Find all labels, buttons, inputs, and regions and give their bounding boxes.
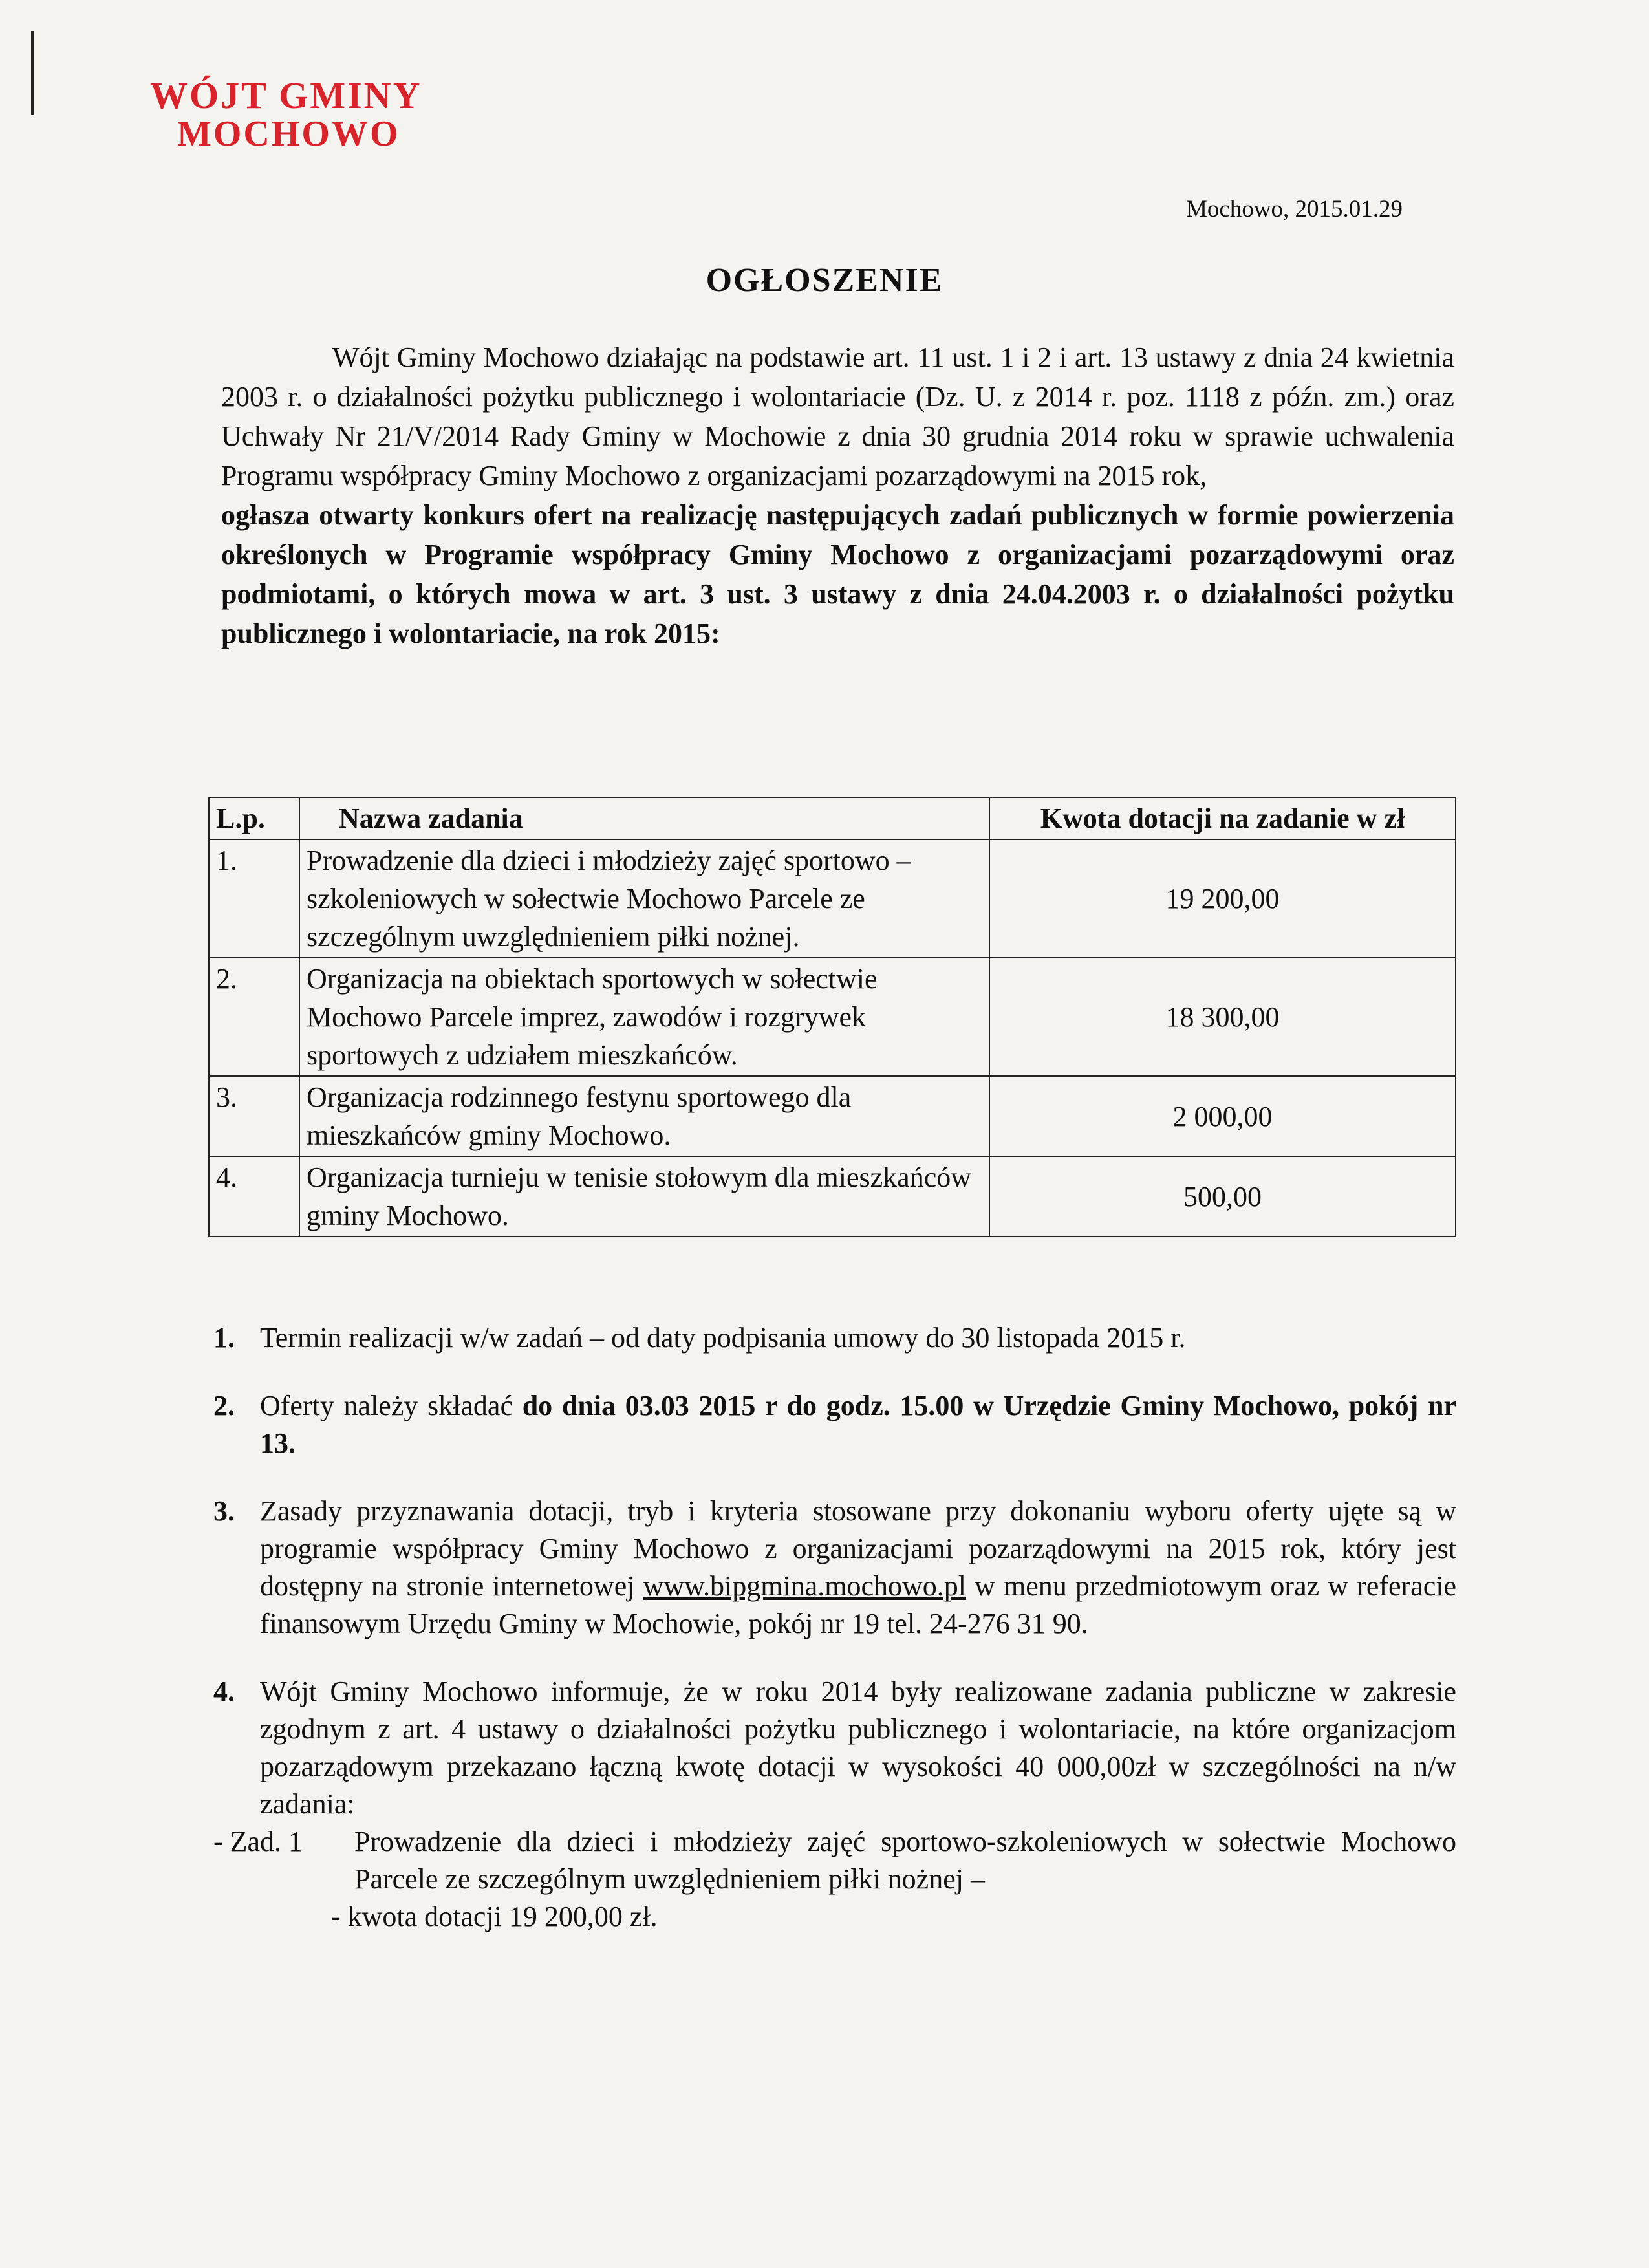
past-task-label: - Zad. 1	[213, 1826, 303, 1857]
list-number: 4.	[213, 1676, 235, 1707]
scan-edge-mark	[31, 31, 34, 115]
intro-section	[221, 338, 1454, 653]
task-amount: 2 000,00	[989, 1076, 1456, 1156]
deadline-text: do dnia 03.03 2015 r do godz. 15.00 w Urzędzie Gminy Mochowo, pokój nr 13.	[260, 1390, 1456, 1459]
list-item-text: Oferty należy składać	[260, 1390, 513, 1421]
list-item-text: Zasady przyznawania dotacji, tryb i kryteria stosowane przy dokonaniu wyboru oferty ujęte są w programie współpracy Gminy Mochowo z organizacjami pozarządowymi na 2015 rok, który jest dostępny na stronie internetowej	[260, 1495, 1456, 1602]
list-number: 2.	[213, 1390, 235, 1421]
table-row	[209, 1076, 1456, 1156]
intro-paragraph: Wójt Gminy Mochowo działając na podstawie art. 11 ust. 1 i 2 i art. 13 ustawy z dnia 24 kwietnia 2003 r. o działalności pożytku publicznego i wolontariacie (Dz. U. z 2014 r. poz. 1118 z późn. zm.) oraz Uchwały Nr 21/V/2014 Rady Gminy w Mochowie z dnia 30 grudnia 2014 roku w sprawie uchwalenia Programu współpracy Gminy Mochowo z organizacjami pozarządowymi na 2015 rok,	[221, 341, 1454, 491]
task-amount: 500,00	[989, 1156, 1456, 1237]
letterhead-line-2: MOCHOWO	[177, 114, 400, 155]
table-row	[209, 958, 1456, 1076]
list-number: 1.	[213, 1322, 235, 1354]
past-task-amount: - kwota dotacji 19 200,00 zł.	[331, 1901, 658, 1932]
list-item-1	[213, 1319, 1456, 1357]
list-item-text: Wójt Gminy Mochowo informuje, że w roku 2014 były realizowane zadania publiczne w zakresie zgodnym z art. 4 ustawy o działalności pożytku publicznego i wolontariacie, na które organizacjom pozarządowym przekazano łączną kwotę dotacji w wysokości 40 000,00zł w szczególności na n/w zadania:	[260, 1676, 1456, 1820]
numbered-list	[213, 1319, 1456, 1936]
table-row	[209, 839, 1456, 958]
task-name: Organizacja na obiektach sportowych w sołectwie Mochowo Parcele imprez, zawodów i rozgrywek sportowych z udziałem mieszkańców.	[299, 958, 989, 1076]
list-item-2	[213, 1387, 1456, 1462]
column-header-name: Nazwa zadania	[299, 797, 989, 839]
document-date: Mochowo, 2015.01.29	[1186, 196, 1403, 222]
website-link[interactable]: www.bipgmina.mochowo.pl	[643, 1570, 967, 1602]
task-name: Organizacja rodzinnego festynu sportowego dla mieszkańców gminy Mochowo.	[299, 1076, 989, 1156]
task-amount: 19 200,00	[989, 839, 1456, 958]
list-item-4	[213, 1673, 1456, 1823]
row-number: 4.	[209, 1156, 299, 1237]
intro-announcement: ogłasza otwarty konkurs ofert na realizację następujących zadań publicznych w formie powierzenia określonych w Programie współpracy Gminy Mochowo z organizacjami pozarządowymi oraz podmiotami, o których mowa w art. 3 ust. 3 ustawy z dnia 24.04.2003 r. o działalności pożytku publicznego i wolontariacie, na rok 2015:	[221, 499, 1454, 649]
row-number: 1.	[209, 839, 299, 958]
row-number: 3.	[209, 1076, 299, 1156]
letterhead	[150, 76, 422, 153]
task-name: Organizacja turnieju w tenisie stołowym dla mieszkańców gminy Mochowo.	[299, 1156, 989, 1237]
list-number: 3.	[213, 1495, 235, 1527]
table-header-row	[209, 797, 1456, 839]
row-number: 2.	[209, 958, 299, 1076]
past-task-entry	[213, 1823, 1456, 1936]
list-item-text: Termin realizacji w/w zadań – od daty podpisania umowy do 30 listopada 2015 r.	[260, 1322, 1186, 1354]
column-header-lp: L.p.	[209, 797, 299, 839]
past-task-text: Prowadzenie dla dzieci i młodzieży zajęć sportowo-szkoleniowych w sołectwie Mochowo Parcele ze szczególnym uwzględnieniem piłki nożnej –	[354, 1826, 1456, 1895]
task-name: Prowadzenie dla dzieci i młodzieży zajęć sportowo – szkoleniowych w sołectwie Mochowo Parcele ze szczególnym uwzględnieniem piłki nożnej.	[299, 839, 989, 958]
list-item-text-continued: w menu przedmiotowym oraz w referacie finansowym Urzędu Gminy w Mochowie, pokój nr 19 tel. 24-276 31 90.	[260, 1570, 1456, 1639]
list-item-3	[213, 1493, 1456, 1643]
task-amount: 18 300,00	[989, 958, 1456, 1076]
tasks-table	[208, 797, 1456, 1237]
column-header-amount: Kwota dotacji na zadanie w zł	[989, 797, 1456, 839]
document-title: OGŁOSZENIE	[706, 262, 943, 299]
table-row	[209, 1156, 1456, 1237]
letterhead-line-1: WÓJT GMINY	[150, 74, 422, 116]
